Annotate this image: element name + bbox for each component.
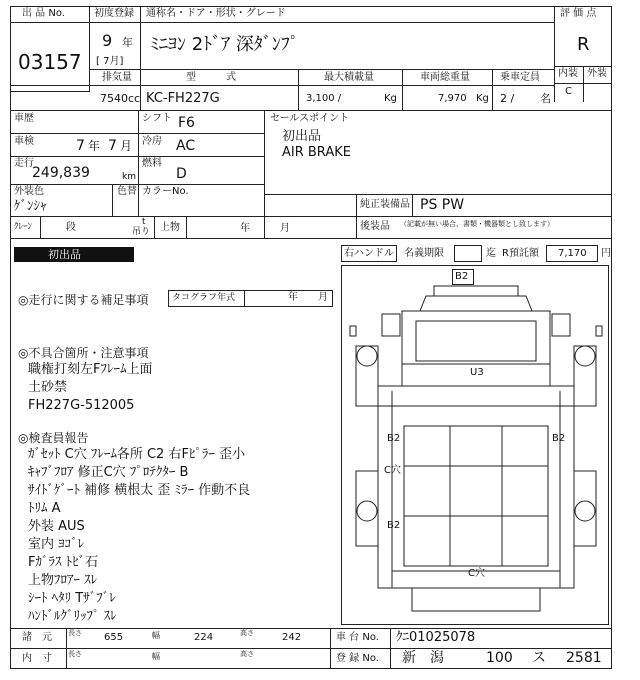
first-reg-month: [ 7月]	[96, 56, 124, 67]
plate-region: 新 潟	[402, 650, 444, 666]
capacity-value: 2 /	[500, 92, 515, 105]
body-year: 年	[240, 223, 250, 234]
displacement-unit: cc	[128, 92, 141, 105]
inspector-item-6: 室内 ﾖｺﾞﾚ	[28, 537, 85, 552]
shift-label: シフト	[142, 113, 172, 124]
width-label: 幅	[152, 631, 160, 640]
mark-b2-left: B2	[387, 433, 401, 444]
sales-point-2: AIR BRAKE	[282, 145, 351, 160]
model-name-label: 通称名・ドア・形状・グレード	[146, 8, 286, 19]
ac-label: 冷房	[142, 136, 162, 147]
mark-b2-top: B2	[455, 271, 469, 282]
color-value: ｹﾞﾝｼｬ	[14, 199, 47, 214]
first-reg-label: 初度登録	[94, 8, 134, 19]
chassis-value: ｸﾆ01025078	[396, 630, 476, 645]
body-month: 月	[280, 223, 290, 234]
r-price-value: 7,170	[558, 248, 587, 259]
inspector-item-2: ｷｬﾌﾞﾌﾛｱ 修正C穴 ﾌﾟﾛﾃｸﾀｰ B	[28, 465, 189, 480]
color-no-label: カラーNo.	[142, 186, 189, 197]
model-code-label: 型 式	[186, 72, 236, 83]
inspector-item-7: Fｶﾞﾗｽ ﾄﾋﾞ石	[28, 555, 99, 570]
in-width-label: 幅	[152, 652, 160, 661]
rating-value: R	[577, 34, 590, 55]
defect-title: ◎不具合箇所・注意事項	[18, 346, 149, 360]
mark-b2-right: B2	[552, 433, 566, 444]
inspection-year: 7	[76, 138, 85, 154]
first-reg-year-unit: 年	[122, 36, 133, 49]
defect-item-3: FH227G-512005	[28, 398, 135, 413]
height-value: 242	[282, 632, 302, 643]
first-listing-badge: 初出品	[14, 247, 134, 262]
gross-weight-unit: Kg	[476, 93, 489, 104]
inspection-month-unit: 月	[120, 139, 133, 153]
mileage-value: 249,839	[32, 165, 90, 181]
length-label: 長さ	[68, 629, 82, 637]
inspector-item-9: ｼｰﾄ ﾍﾀﾘ Tｻﾞﾌﾞﾚ	[28, 591, 116, 606]
inspector-item-5: 外装 AUS	[28, 519, 85, 534]
damage-diagram	[341, 265, 609, 625]
inspector-item-1: ｶﾞｾｯﾄ C穴 ﾌﾚｰﾑ各所 C2 右Fﾋﾟﾗｰ 歪小	[28, 447, 246, 462]
plate-number: 2581	[566, 650, 602, 666]
fuel-value: D	[176, 166, 187, 182]
ac-value: AC	[176, 138, 196, 154]
exterior-label: 外装	[587, 68, 607, 79]
plate-label: 登 録 No.	[336, 653, 379, 664]
model-name: ﾐﾆﾖﾝ 2ﾄﾞｱ 深ﾀﾞﾝﾌﾟ	[150, 34, 299, 55]
inspection-year-unit: 年	[88, 139, 101, 153]
defect-item-2: 土砂禁	[28, 380, 68, 395]
interior-label: 内装	[558, 68, 578, 79]
inspector-item-4: ﾄﾘﾑ A	[28, 501, 61, 516]
r-price-unit: 円	[601, 248, 611, 259]
mileage-label: 走行	[14, 158, 34, 169]
inspection-month: 7	[108, 138, 117, 154]
in-height-label: 高さ	[240, 650, 254, 658]
length-value: 655	[104, 632, 124, 643]
inspector-item-8: 上物ﾌﾛｱｰ ｽﾚ	[28, 573, 98, 588]
sales-points-label: セールスポイント	[270, 113, 350, 124]
fuel-label: 燃料	[142, 158, 162, 169]
history-label: 車歴	[14, 113, 34, 124]
inspection-label: 車検	[14, 136, 34, 147]
in-length-label: 長さ	[68, 650, 82, 658]
dims-label: 諸 元	[22, 632, 52, 643]
name-change-label: 名義期限	[404, 248, 444, 259]
sales-point-1: 初出品	[282, 129, 322, 144]
displacement-value: 7540	[100, 92, 128, 105]
mark-c-hole-left: C穴	[384, 465, 401, 476]
body-label: 上物	[160, 222, 180, 233]
plate-kana: ス	[532, 650, 546, 666]
interior-grade: C	[565, 86, 572, 97]
displacement-label: 排気量	[102, 72, 132, 83]
crane-t: t	[142, 217, 146, 227]
shift-value: F6	[178, 115, 195, 131]
aftermarket-label: 後装品	[360, 221, 390, 232]
color-label: 外装色	[14, 186, 44, 197]
width-value: 224	[194, 632, 214, 643]
capacity-label: 乗車定員	[500, 72, 540, 83]
gross-weight-label: 車両総重量	[420, 72, 470, 83]
chassis-label: 車 台 No.	[336, 632, 379, 643]
mileage-unit: km	[122, 172, 136, 182]
max-load-unit: Kg	[384, 93, 397, 104]
genuine-label: 純正装備品	[360, 199, 410, 210]
gross-weight-value: 7,970	[438, 93, 467, 104]
first-reg-year: 9	[102, 31, 113, 50]
mark-b2-rear-left: B2	[387, 520, 401, 531]
tacho-year: 年	[288, 292, 298, 303]
crane-stage: 段	[66, 222, 76, 233]
supplement-title: ◎走行に関する補足事項	[18, 293, 149, 307]
genuine-value: PS PW	[420, 197, 465, 213]
plate-class: 100	[486, 650, 513, 666]
color-swap-label: 色替	[117, 186, 137, 197]
height-label: 高さ	[240, 629, 254, 637]
rating-label: 評 価 点	[560, 8, 597, 19]
capacity-unit: 名	[540, 92, 551, 105]
crane-label: ｸﾚｰﾝ	[14, 222, 33, 232]
aftermarket-note: （記載が無い場合、書類・機器類とし致します）	[400, 220, 554, 228]
mark-u3: U3	[470, 367, 484, 378]
max-load-label: 最大積載量	[324, 72, 374, 83]
lot-number: 03157	[18, 50, 82, 74]
model-code: KC-FH227G	[146, 91, 220, 106]
right-handle-label: 右ハンドル	[344, 248, 394, 259]
tacho-label: タコグラフ年式	[172, 293, 236, 303]
defect-item-1: 職権打刻左Fﾌﾚｰﾑ上面	[28, 362, 153, 377]
inspector-title: ◎検査員報告	[18, 431, 89, 445]
inspector-item-10: ﾊﾝﾄﾞﾙｸﾞﾘｯﾌﾟ ｽﾚ	[28, 609, 117, 624]
interior-dims-label: 内 寸	[22, 653, 52, 664]
tacho-month: 月	[318, 292, 328, 303]
crane-hoist: 吊り	[132, 227, 151, 237]
inspector-item-3: ｻｲﾄﾞｹﾞｰﾄ 補修 横根太 歪 ﾐﾗｰ 作動不良	[28, 483, 251, 498]
mark-c-hole-rear: C穴	[468, 568, 485, 579]
warning-label: 迄	[486, 248, 496, 259]
max-load-value: 3,100 /	[306, 93, 342, 104]
r-price-label: R預託額	[502, 248, 539, 259]
lot-label: 出 品 No.	[22, 8, 65, 19]
